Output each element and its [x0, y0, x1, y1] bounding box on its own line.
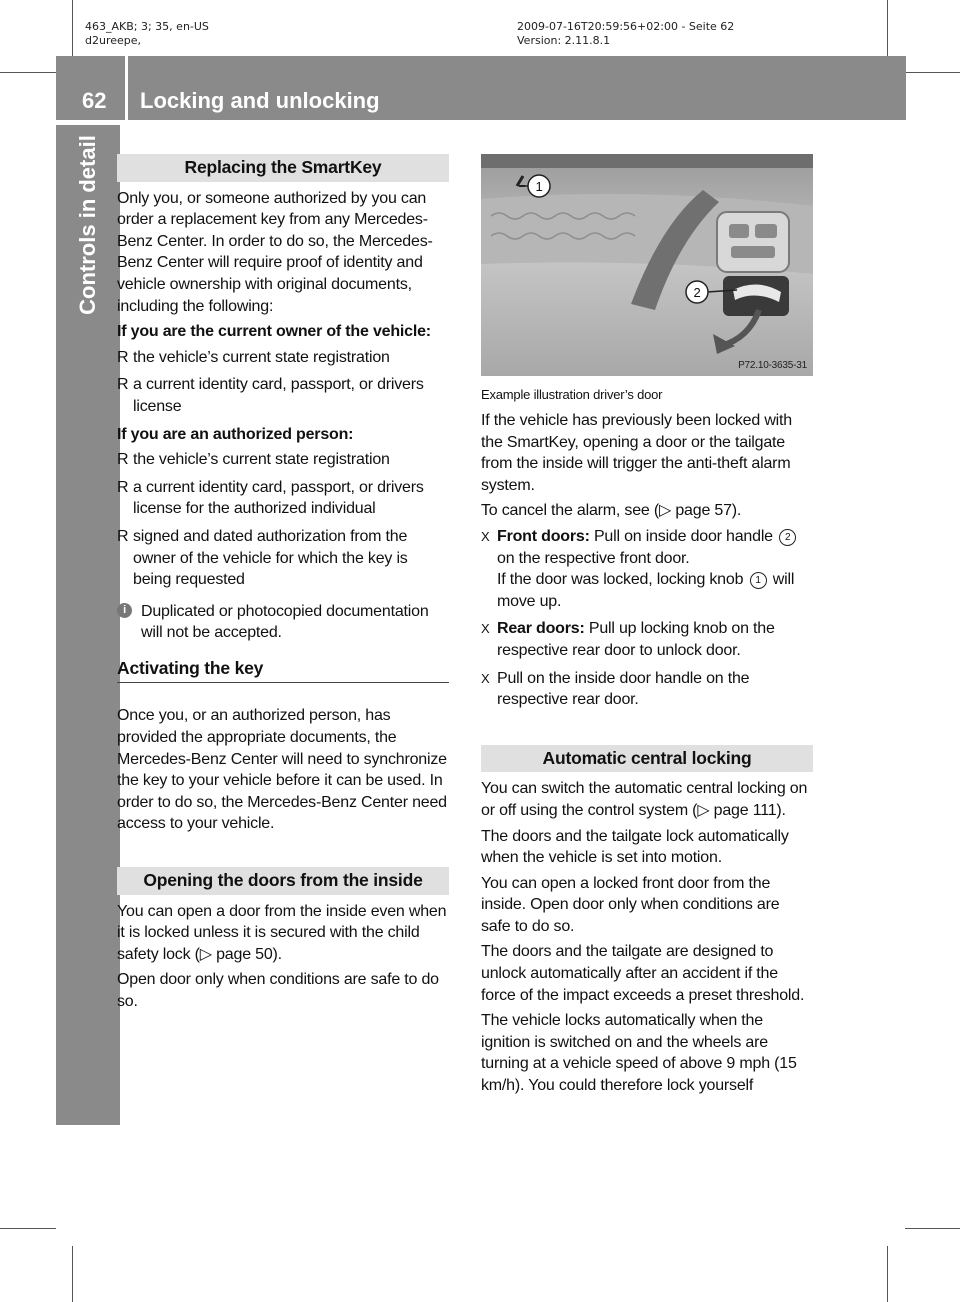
heading-opening-doors: Opening the doors from the inside — [117, 867, 449, 895]
step-label: Front doors: — [497, 527, 590, 545]
step-text: If the door was locked, locking knob — [497, 571, 748, 589]
paragraph: Only you, or someone authorized by you can order a replacement key from any Mercedes-Benz Center. In order to do so, the Mercedes-Benz Center will require proof of identity and vehicle ownership with original documents, including the following: — [117, 189, 433, 315]
print-meta-line: 2009-07-16T20:59:56+02:00 - Seite 62 — [517, 20, 735, 33]
bullet-marker: R — [117, 451, 129, 469]
bullet-text: the vehicle’s current state registration — [133, 451, 390, 469]
spacer — [117, 839, 449, 867]
bullet-marker: R — [117, 376, 129, 394]
info-note — [117, 601, 449, 644]
bullet-text: a current identity card, passport, or drivers license for the authorized individual — [133, 478, 424, 518]
info-note-text: Duplicated or photocopied documentation will not be accepted. — [141, 602, 429, 642]
crop-mark — [905, 72, 960, 73]
step-marker: X — [481, 528, 490, 544]
step-item — [481, 668, 813, 711]
door-illustration — [481, 154, 813, 376]
info-icon: i — [117, 603, 132, 618]
step-item — [481, 618, 813, 661]
print-meta-line: 463_AKB; 3; 35, en-US — [85, 20, 209, 33]
side-tab-label-box — [56, 125, 120, 325]
paragraph: You can open a locked front door from the inside. Open door only when conditions are safe to do so. — [481, 874, 780, 935]
left-column — [117, 154, 449, 1017]
seat-control-button — [729, 224, 749, 238]
heading-replacing-smartkey: Replacing the SmartKey — [117, 154, 449, 182]
crop-mark — [0, 1228, 56, 1229]
step-label: Rear doors: — [497, 620, 585, 638]
heading-activating-key: Activating the key — [117, 658, 449, 684]
bullet-text: the vehicle’s current state registration — [133, 348, 390, 366]
bullet-item — [117, 374, 449, 417]
print-meta-line: d2ureepe, — [85, 34, 142, 47]
step-text: Pull on inside door handle — [589, 527, 778, 545]
section-title: Locking and unlocking — [140, 88, 380, 113]
print-meta-right — [517, 20, 734, 48]
heading-automatic-locking: Automatic central locking — [481, 745, 813, 773]
step-text: Pull on the inside door handle on the respective rear door. — [497, 669, 750, 709]
paragraph: You can switch the automatic central locking on or off using the control system (▷ page 111). — [481, 780, 808, 819]
seat-control-panel — [717, 212, 789, 272]
step-marker: X — [481, 621, 490, 637]
crop-mark — [0, 72, 56, 73]
crop-mark — [72, 0, 73, 56]
print-meta-left — [85, 20, 209, 48]
bullet-marker: R — [117, 527, 129, 545]
bullet-item — [117, 449, 449, 471]
step-subtext — [497, 569, 813, 612]
paragraph: Open door only when conditions are safe to do so. — [117, 971, 439, 1010]
seat-control-button — [731, 246, 775, 258]
step-text: on the respective front door. — [497, 549, 690, 567]
bullet-text: a current identity card, passport, or drivers license — [133, 376, 424, 415]
step-item — [481, 526, 813, 612]
paragraph: Once you, or an authorized person, has provided the appropriate documents, the Mercedes-Benz Center will need to synchronize the key to your vehicle before it can be used. In order to do so, the Mercedes-Benz Center need access to your vehicle. — [117, 707, 447, 833]
paragraph: You can open a door from the inside even when it is locked unless it is secured with the child safety lock (▷ page 50). — [117, 902, 447, 963]
step-text: will move up. — [497, 571, 795, 610]
bullet-text: signed and dated authorization from the owner of the vehicle for which the key is being requested — [133, 527, 408, 589]
paragraph: To cancel the alarm, see (▷ page 57). — [481, 502, 742, 520]
paragraph: If the vehicle has previously been locked with the SmartKey, opening a door or the tailgate from the inside will trigger the anti-theft alarm system. — [481, 412, 792, 494]
door-top-trim — [481, 154, 813, 168]
crop-mark — [905, 1228, 960, 1229]
crop-mark — [887, 0, 888, 56]
figure-caption: Example illustration driver’s door — [481, 387, 663, 402]
ref-number: 2 — [779, 529, 796, 546]
page-number: 62 — [82, 88, 107, 113]
ref-number: 1 — [750, 572, 767, 589]
subheading-owner: If you are the current owner of the vehicle: — [117, 323, 431, 341]
paragraph: The doors and the tailgate lock automatically when the vehicle is set into motion. — [481, 827, 789, 867]
callout-label-1: 1 — [535, 179, 543, 194]
bullet-item — [117, 526, 449, 591]
callout-label-2: 2 — [693, 285, 701, 300]
header-divider — [125, 56, 128, 120]
bullet-item — [117, 477, 449, 520]
subheading-authorized: If you are an authorized person: — [117, 425, 354, 443]
side-tab-label: Controls in detail — [75, 135, 100, 315]
seat-control-button — [755, 224, 777, 238]
bullet-marker: R — [117, 478, 129, 496]
crop-mark — [72, 1246, 73, 1302]
bullet-marker: R — [117, 348, 129, 366]
figure-code: P72.10-3635-31 — [738, 360, 807, 371]
step-marker: X — [481, 670, 490, 686]
crop-mark — [887, 1246, 888, 1302]
step-text: Pull up locking knob on the respective rear door to unlock door. — [497, 620, 775, 659]
spacer — [481, 717, 813, 745]
paragraph: The vehicle locks automatically when the ignition is switched on and the wheels are turning at a vehicle speed of above 9 mph (15 km/h). You could therefore lock yourself — [481, 1012, 797, 1095]
right-column — [481, 154, 813, 1101]
paragraph: The doors and the tailgate are designed to unlock automatically after an accident if the force of the impact exceeds a preset threshold. — [481, 943, 805, 1004]
print-meta-line: Version: 2.11.8.1 — [517, 34, 611, 47]
bullet-item — [117, 347, 449, 369]
